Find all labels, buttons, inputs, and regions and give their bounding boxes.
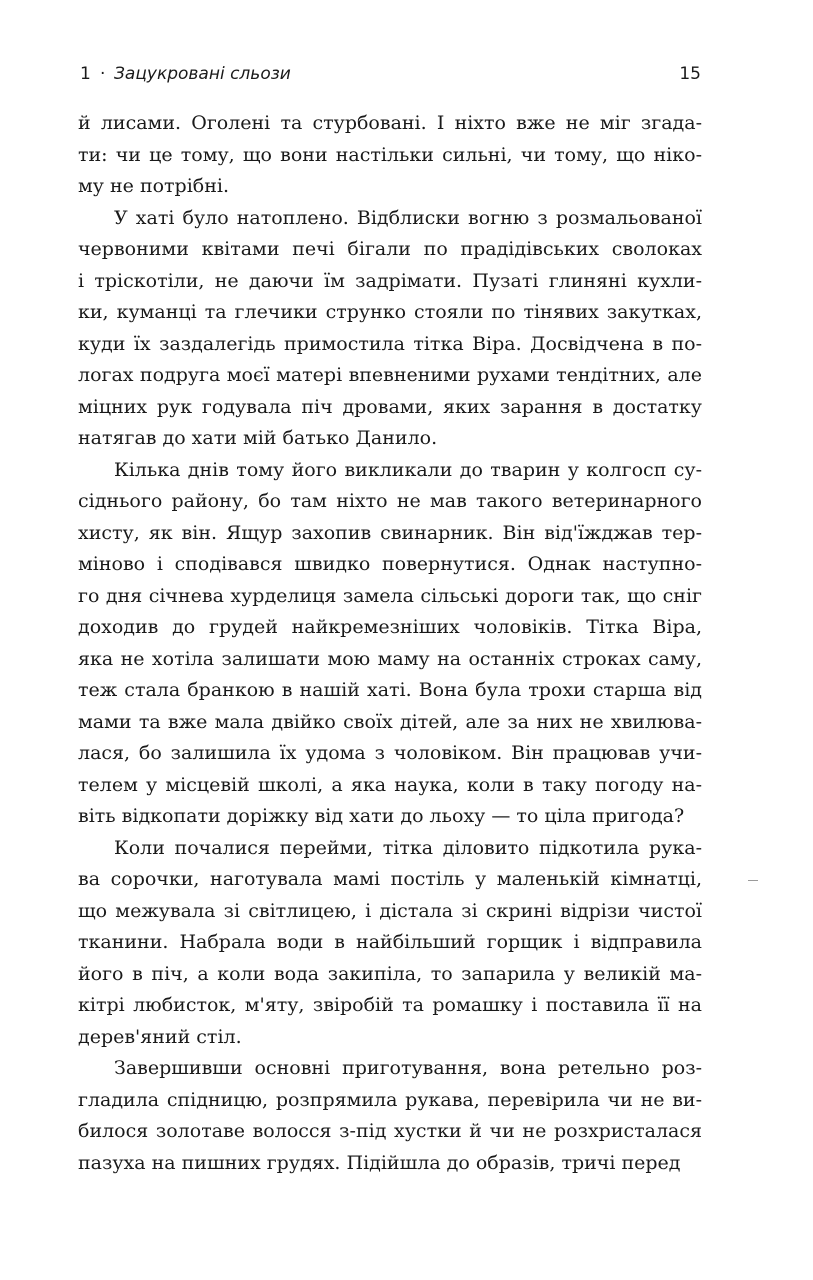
text-line: натягав до хати мій батько Данило. bbox=[78, 427, 438, 449]
text-line: лася, бо залишила їх удома з чоловіком. Він працював учи- bbox=[78, 742, 702, 764]
text-line: гладила спідницю, розпрямила рукава, перевірила чи не ви- bbox=[78, 1088, 702, 1111]
text-line: що межувала зі світлицею, і дістала зі скрині відрізи чистої bbox=[78, 899, 702, 922]
header-separator: · bbox=[100, 64, 106, 84]
text-line: пазуха на пишних грудях. Підійшла до образів, тричі перед bbox=[78, 1151, 681, 1174]
paragraph bbox=[78, 1053, 702, 1179]
text-line: доходив до грудей найкремезніших чоловіків. Тітка Віра, bbox=[78, 616, 702, 638]
text-line: теж стала бранкою в нашій хаті. Вона була трохи старша від bbox=[78, 679, 702, 701]
text-line: билося золотаве волосся з-під хустки й чи не розхристалася bbox=[78, 1120, 702, 1142]
text-line: ти: чи це тому, що вони настільки сильні, чи тому, що ніко- bbox=[78, 143, 702, 166]
text-line: мами та вже мала двійко своїх дітей, але за них не хвилюва- bbox=[78, 710, 702, 733]
text-line: логах подруга моєї матері впевненими рухами тендітних, але bbox=[78, 364, 702, 386]
text-line: У хаті було натоплено. Відблиски вогню з розмальованої bbox=[114, 206, 702, 229]
text-line: червоними квітами печі бігали по прадідівських сволоках bbox=[78, 238, 702, 260]
text-line: міцних рук годувала піч дровами, яких зарання в достатку bbox=[78, 395, 702, 418]
text-line: куди їх заздалегідь примостила тітка Віра. Досвідчена в по- bbox=[78, 332, 702, 355]
text-line: й лисами. Оголені та стурбовані. І ніхто вже не міг згада- bbox=[78, 112, 702, 134]
paragraph bbox=[78, 833, 702, 1054]
text-line: Завершивши основні приготування, вона ретельно роз- bbox=[114, 1057, 702, 1079]
text-line: і тріскотіли, не даючи їм задрімати. Пузаті глиняні кухли- bbox=[78, 269, 702, 292]
text-line: ки, куманці та глечики струнко стояли по тінявих закутках, bbox=[78, 301, 702, 323]
page-edge-mark bbox=[748, 880, 758, 881]
body-text bbox=[78, 108, 702, 1179]
text-line: його в піч, а коли вода закипіла, то запарила у великій ма- bbox=[78, 962, 702, 985]
text-line: яка не хотіла залишати мою маму на останніх строках саму, bbox=[78, 647, 702, 670]
text-line: Коли почалися перейми, тітка діловито підкотила рука- bbox=[114, 836, 702, 859]
paragraph bbox=[78, 203, 702, 455]
text-line: ва сорочки, наготувала мамі постіль у маленькій кімнатці, bbox=[78, 868, 702, 890]
paragraph bbox=[78, 455, 702, 833]
running-head bbox=[80, 60, 701, 88]
paragraph bbox=[78, 108, 702, 203]
text-line: телем у місцевій школі, а яка наука, коли в таку погоду на- bbox=[78, 773, 702, 796]
text-line: Кілька днів тому його викликали до тварин у колгосп су- bbox=[114, 458, 702, 481]
text-line: сіднього району, бо там ніхто не мав такого ветеринарного bbox=[78, 490, 702, 512]
text-line: го дня січнева хурделиця замела сільські дороги так, що сніг bbox=[78, 584, 702, 607]
text-line: міново і сподівався швидко повернутися. Однак наступно- bbox=[78, 553, 702, 575]
chapter-number: 1 bbox=[80, 64, 91, 84]
text-line: віть відкопати доріжку від хати до льоху — то ціла пригода? bbox=[78, 805, 685, 827]
text-line: хисту, як він. Ящур захопив свинарник. Він від'їжджав тер- bbox=[78, 521, 702, 544]
text-line: дерев'яний стіл. bbox=[78, 1025, 242, 1048]
text-line: тканини. Набрала води в найбільший горщик і відправила bbox=[78, 931, 702, 953]
chapter-title: Зацукровані сльози bbox=[114, 64, 291, 84]
page-number: 15 bbox=[679, 64, 701, 84]
text-line: кітрі любисток, м'яту, звіробій та ромашку і поставила її на bbox=[78, 994, 702, 1016]
text-line: му не потрібні. bbox=[78, 175, 230, 197]
